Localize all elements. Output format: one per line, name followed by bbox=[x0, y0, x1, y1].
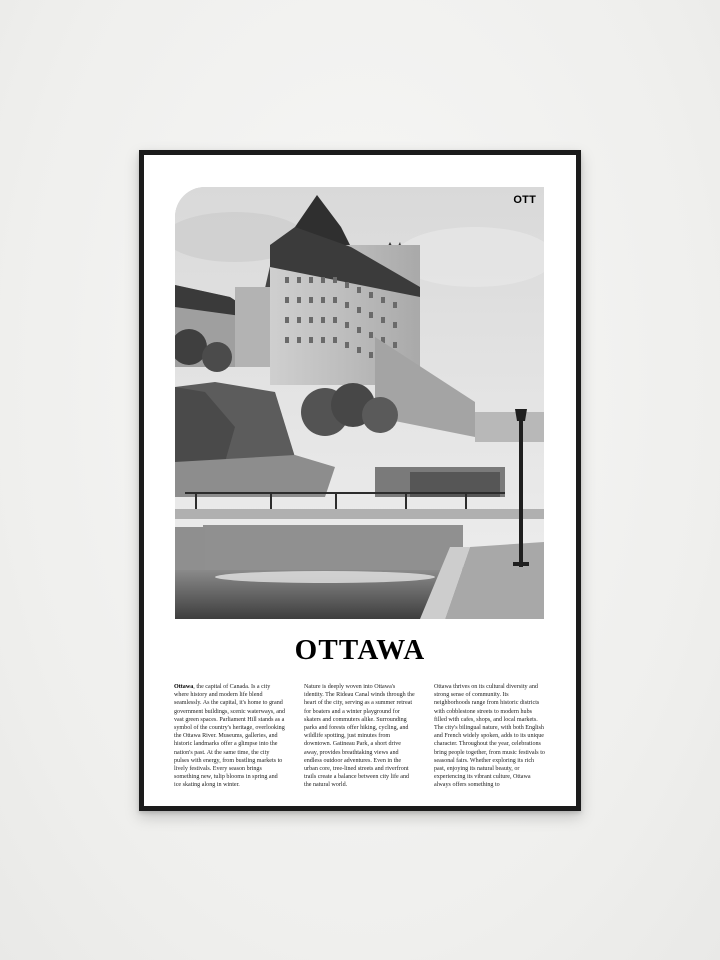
city-photo bbox=[175, 187, 544, 619]
text-column-3: Ottawa thrives on its cultural diversity and strong sense of community. Its neighborhoods range from historic districts with cobblestone streets to modern hubs filled with cafes, shops, and local markets. The city's bilingual nature, with both English and French widely spoken, adds to its unique character. Throughout the year, celebrations bring people together, from music festivals to seasonal fairs. Whether exploring its rich past, enjoying its natural beauty, or experiencing its vibrant culture, Ottawa always offers something to bbox=[434, 684, 545, 789]
text-column-1 bbox=[174, 683, 286, 790]
text-column-2: Nature is deeply woven into Ottawa's identity. The Rideau Canal winds through the heart of the city, serving as a summer retreat for boaters and a winter playground for skaters and commuters alike. Surrounding parks and forests offer hiking, cycling, and wildlife spotting, just minutes from downtown. Gatineau Park, a short drive away, provides breathtaking views and endless outdoor adventures. Even in the urban core, tree-lined streets and riverfront trails create a balance between city life and the natural world. bbox=[304, 684, 415, 789]
city-code-label: OTT bbox=[513, 194, 536, 206]
column-1-text: , the capital of Canada. Is a city where history and modern life blend seamlessly. As the capital, it's home to grand government buildings, scenic waterways, and vast green spaces. Parliament Hill stands as a symbol of the country's heritage, overlooking the Ottawa River. Museums, galleries, and historic landmarks offer a glimpse into the nation's past. At the same time, the city pulses with energy, from bustling markets to lively festivals. Every season brings something new, tulip blooms in spring and ice skating along in winter. bbox=[174, 684, 286, 789]
text-columns bbox=[174, 683, 546, 790]
chateau-laurier-canal-image bbox=[175, 187, 544, 619]
poster-frame bbox=[139, 150, 581, 811]
poster-title: OTTAWA bbox=[294, 634, 426, 666]
column-1-lead: Ottawa bbox=[174, 684, 194, 690]
poster-mat bbox=[144, 155, 576, 806]
